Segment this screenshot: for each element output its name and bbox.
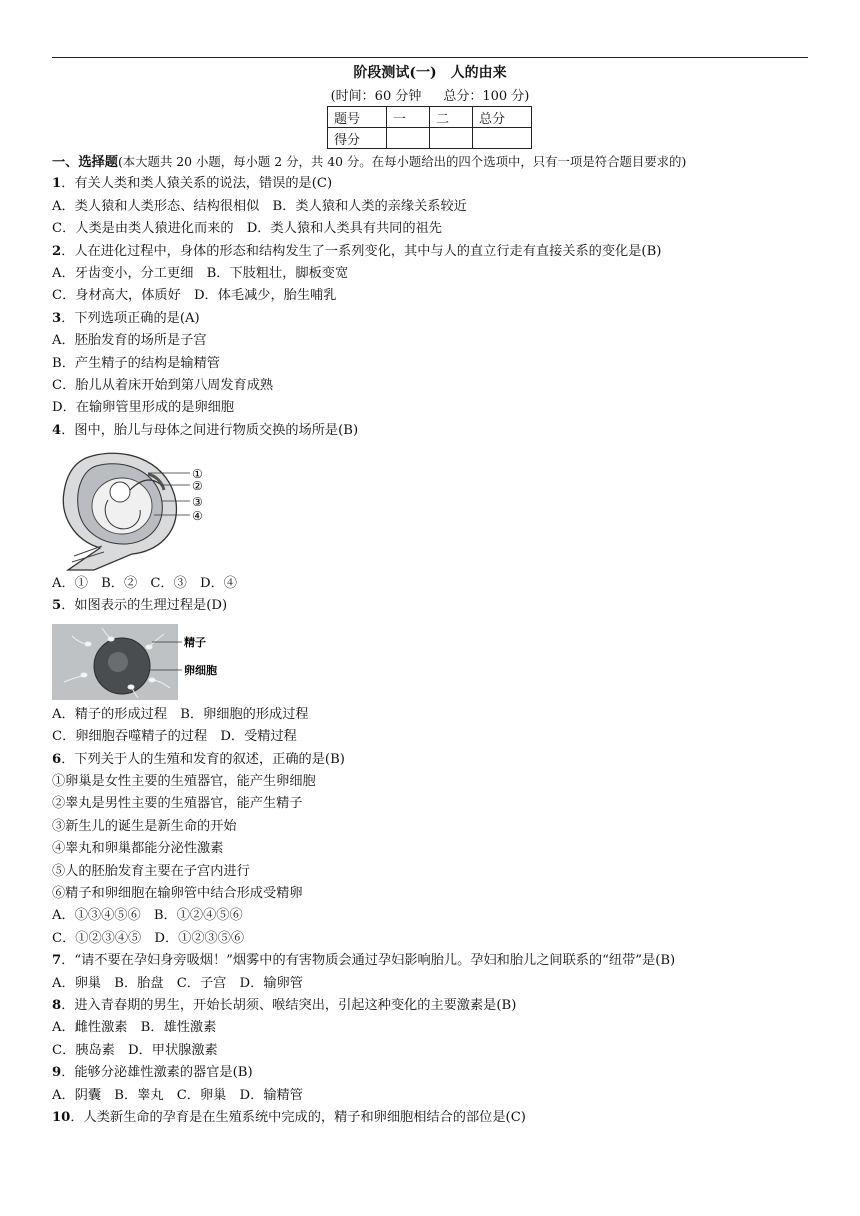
figure-label: ④ [192, 509, 203, 524]
question-options: A．精子的形成过程 B．卵细胞的形成过程 [52, 706, 309, 722]
question-stem [52, 1107, 812, 1129]
question-stem [52, 749, 812, 771]
total-score: 总分：100 分) [443, 89, 530, 104]
question-text: ．进入青春期的男生，开始长胡须、喉结突出，引起这种变化的主要激素是(B) [61, 997, 517, 1013]
statement-item: ①卵巢是女性主要的生殖器官，能产生卵细胞 [52, 774, 316, 790]
score-cell: 二 [430, 107, 473, 128]
question-options: A．胚胎发育的场所是子宫 [52, 333, 207, 349]
score-table-row [328, 128, 532, 149]
question-options: A．①③④⑤⑥ B．①②④⑤⑥ [52, 908, 243, 924]
score-table-row [328, 107, 532, 128]
question-options: D．在输卵管里形成的是卵细胞 [52, 400, 235, 416]
question-text: ．下列关于人的生殖和发育的叙述，正确的是(B) [61, 751, 345, 767]
fertilization-figure [52, 622, 252, 704]
statement-item: ⑤人的胚胎发育主要在子宫内进行 [52, 863, 250, 879]
question-stem [52, 308, 812, 330]
score-cell [430, 128, 473, 149]
question-number: 2 [52, 243, 62, 259]
question-number: 1 [52, 176, 62, 192]
score-cell [387, 128, 430, 149]
question-text: ．“请不要在孕妇身旁吸烟！”烟雾中的有害物质会通过孕妇影响胎儿。孕妇和胎儿之间联系的“纽带”是(B) [61, 953, 676, 969]
fertilization-illustration [52, 622, 252, 704]
top-rule [52, 57, 808, 58]
question-options: A．卵巢 B．胎盘 C．子宫 D．输卵管 [52, 975, 303, 991]
question-number: 5 [52, 598, 62, 614]
score-cell: 一 [387, 107, 430, 128]
figure-label: 卵细胞 [184, 663, 217, 677]
question-stem [52, 241, 812, 263]
question-number: 10 [52, 1109, 71, 1125]
question-number: 9 [52, 1065, 62, 1081]
question-text: ．人在进化过程中，身体的形态和结构发生了一系列变化，其中与人的直立行走有直接关系的变化是(B) [61, 243, 662, 259]
question-list [52, 151, 812, 1129]
question-text: ．如图表示的生理过程是(D) [61, 598, 228, 614]
question-options: A．牙齿变小，分工更细 B．下肢粗壮，脚板变宽 [52, 265, 349, 281]
statement-item: ②睾丸是男性主要的生殖器官，能产生精子 [52, 796, 303, 812]
section-heading [52, 151, 812, 173]
question-text: ．能够分泌雄性激素的器官是(B) [61, 1065, 253, 1081]
question-options: A．阴囊 B．睾丸 C．卵巢 D．输精管 [52, 1087, 303, 1103]
question-text: ．下列选项正确的是(A) [61, 310, 200, 326]
question-options: A．雌性激素 B．雄性激素 [52, 1020, 217, 1036]
statement-item: ③新生儿的诞生是新生命的开始 [52, 818, 237, 834]
question-options: C．①②③④⑤ D．①②③⑤⑥ [52, 930, 245, 946]
question-options: A．① B．② C．③ D．④ [52, 576, 237, 592]
figure-label: ① [192, 467, 203, 482]
figure-label: ③ [192, 495, 203, 510]
section-title: 一、选择题 [52, 155, 118, 170]
question-number: 7 [52, 953, 62, 969]
uterus-fetus-illustration [52, 448, 252, 573]
page-title: 阶段测试(一) 人的由来 [353, 65, 507, 81]
score-table [327, 106, 532, 149]
question-options: C．胰岛素 D．甲状腺激素 [52, 1042, 218, 1058]
figure-label: ② [192, 479, 203, 494]
question-options: C．人类是由类人猿进化而来的 D．类人猿和人类具有共同的祖先 [52, 221, 442, 237]
question-stem [52, 595, 812, 617]
exam-meta [0, 85, 860, 104]
score-cell [473, 128, 532, 149]
score-cell: 题号 [328, 107, 387, 128]
statement-item: ⑥精子和卵细胞在输卵管中结合形成受精卵 [52, 885, 303, 901]
question-number: 3 [52, 310, 62, 326]
question-options: C．胎儿从着床开始到第八周发育成熟 [52, 377, 274, 393]
section-note: (本大题共 20 小题，每小题 2 分，共 40 分。在每小题给出的四个选项中，只有一项是符合题目要求的) [117, 154, 687, 169]
question-options: C．身材高大，体质好 D．体毛减少，胎生哺乳 [52, 288, 337, 304]
statement-item: ④睾丸和卵巢都能分泌性激素 [52, 841, 224, 857]
question-text: ．人类新生命的孕育是在生殖系统中完成的，精子和卵细胞相结合的部位是(C) [70, 1109, 526, 1125]
question-number: 4 [52, 422, 62, 438]
question-options: A．类人猿和人类形态、结构很相似 B．类人猿和人类的亲缘关系较近 [52, 198, 467, 214]
question-options: C．卵细胞吞噬精子的过程 D．受精过程 [52, 729, 297, 745]
question-text: ．有关人类和类人猿关系的说法，错误的是(C) [61, 176, 333, 192]
time-limit: (时间：60 分钟 [330, 89, 422, 104]
question-stem [52, 420, 812, 442]
question-stem [52, 995, 812, 1017]
uterus-fetus-figure [52, 448, 252, 573]
question-options: B．产生精子的结构是输精管 [52, 355, 220, 371]
figure-label: 精子 [184, 635, 206, 649]
question-number: 8 [52, 997, 62, 1013]
question-stem [52, 950, 812, 972]
score-cell: 总分 [473, 107, 532, 128]
question-stem [52, 173, 812, 195]
score-cell: 得分 [328, 128, 387, 149]
question-stem [52, 1062, 812, 1084]
question-number: 6 [52, 751, 62, 767]
question-text: ．图中，胎儿与母体之间进行物质交换的场所是(B) [61, 422, 359, 438]
